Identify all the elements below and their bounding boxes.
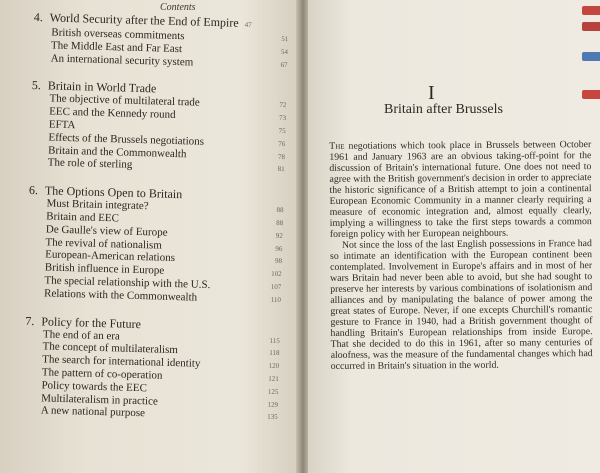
toc-entry: The end of an era 115 — [42, 327, 280, 345]
paragraph: The negotiations which took place in Brussels between October 1961 and January 1963 are an obvious taking-off-point for the discussion of Britain's international future. One does not need to agree with the British government's decision in order to appreciate the historic significance of a British attempt to join a continental European Economic Community in a manner clearly requiring a measure of economic integration and, almost equally clearly, implying a willingness to take the first steps towards a common foreign policy with her European neighbours. — [329, 139, 592, 240]
toc-entry: British influence in Europe 102 — [44, 261, 282, 279]
toc-entry: Must Britain integrate? 88 — [46, 197, 284, 215]
page-number: 47 — [244, 20, 252, 30]
section-number: 4. — [33, 10, 43, 25]
toc-section-6 — [26, 183, 284, 306]
section-title: Britain in World Trade — [47, 78, 157, 96]
toc-entry: The search for international identity 120 — [42, 353, 280, 371]
toc-entry: The role of sterling 81 — [47, 156, 285, 174]
toc-entry: The objective of multilateral trade 72 — [49, 92, 287, 110]
toc-entry: An international security system 67 — [50, 52, 288, 69]
toc-entry: The pattern of co-operation 121 — [41, 366, 279, 383]
toc-entry: Multilateralism in practice 129 — [41, 391, 279, 409]
toc-section-5 — [30, 78, 287, 176]
toc-entry: The revival of nationalism 96 — [45, 235, 283, 253]
section-title: Policy for the Future — [41, 313, 142, 331]
toc-entry: The concept of multilateralism 118 — [42, 340, 280, 358]
toc-entry: The Middle East and Far East 54 — [50, 39, 289, 56]
toc-entry: EFTA 75 — [48, 118, 286, 136]
toc-entry: British overseas commitments 51 — [51, 26, 289, 44]
chapter-page — [308, 0, 600, 473]
section-number: 6. — [28, 183, 39, 198]
bookmark-tab[interactable] — [582, 90, 600, 99]
chapter-number: I — [428, 82, 436, 104]
toc-entry: Britain and the Commonwealth 78 — [47, 144, 286, 161]
chapter-title: Britain after Brussels — [384, 102, 503, 117]
section-title: The Options Open to Britain — [44, 183, 183, 202]
toc-section-7 — [23, 313, 281, 424]
running-head: Contents — [160, 2, 196, 13]
section-number: 7. — [25, 313, 35, 328]
toc-entry: Effects of the Brussels negotiations 76 — [48, 131, 286, 148]
bookmark-tabs — [580, 0, 600, 130]
toc-entry: Relations with the Commonwealth 110 — [43, 287, 282, 304]
toc-section-4 — [32, 10, 288, 71]
bookmark-tab[interactable] — [582, 6, 600, 15]
toc-entry: EEC and the Kennedy round 73 — [49, 105, 287, 123]
bookmark-tab[interactable] — [582, 22, 600, 31]
toc-entry: European-American relations 98 — [45, 248, 283, 266]
toc-entry: De Gaulle's view of Europe 92 — [45, 223, 283, 240]
toc-entry: Britain and EEC 88 — [46, 210, 284, 228]
chapter-body — [329, 139, 593, 372]
toc-entry: Policy towards the EEC 125 — [41, 379, 279, 396]
toc-entry: The special relationship with the U.S. 107 — [44, 274, 282, 291]
paragraph: Not since the loss of the last English possessions in France had so intimate an identification with the European continent been contemplated. Involvement in Europe's affairs and in most of her wars Britain had never been able to avoid, but she had sought to preserve her interests by various combinations of isolationism and alliances and by manipulating the balance of power among the great states of Europe. Never, if one excepts Churchill's romantic gesture to France in 1940, had a British government thought of handling Britain's European relationships from inside Europe. That she decided to do this in 1961, after so many centuries of aloofness, was the measure of the fundamental changes which had occurred in Britain's situation in the world. — [329, 238, 593, 372]
section-title: World Security after the End of Empire — [49, 10, 239, 30]
bookmark-tab[interactable] — [582, 52, 600, 61]
section-number: 5. — [31, 78, 42, 93]
table-of-contents — [22, 10, 288, 432]
toc-entry: A new national purpose 135 — [40, 404, 278, 422]
